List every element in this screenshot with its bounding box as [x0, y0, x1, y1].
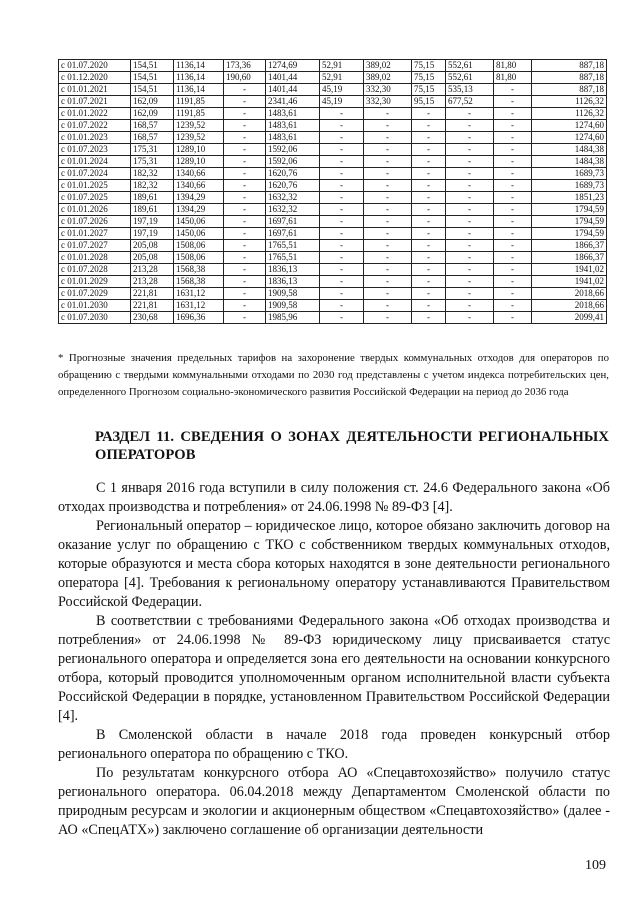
- value-cell: -: [364, 252, 412, 264]
- paragraph: В Смоленской области в начале 2018 года проведен конкурсный отбор регионального оператора по обращению с ТКО.: [58, 727, 610, 762]
- value-cell: -: [224, 96, 266, 108]
- value-cell: -: [320, 264, 364, 276]
- value-cell: -: [494, 132, 532, 144]
- value-cell: -: [494, 96, 532, 108]
- value-cell: -: [364, 132, 412, 144]
- section-heading: РАЗДЕЛ 11. СВЕДЕНИЯ О ЗОНАХ ДЕЯТЕЛЬНОСТИ РЕГИОНАЛЬНЫХ ОПЕРАТОРОВ: [95, 429, 609, 463]
- value-cell: -: [224, 252, 266, 264]
- value-cell: -: [494, 312, 532, 324]
- value-cell: -: [320, 108, 364, 120]
- date-cell: с 01.01.2025: [59, 180, 131, 192]
- table-row: [59, 120, 607, 132]
- value-cell: -: [320, 252, 364, 264]
- value-cell: 182,32: [131, 168, 174, 180]
- value-cell: -: [494, 120, 532, 132]
- value-cell: 75,15: [412, 60, 446, 72]
- date-cell: с 01.07.2022: [59, 120, 131, 132]
- value-cell: 45,19: [320, 84, 364, 96]
- value-cell: 1568,38: [174, 264, 224, 276]
- value-cell: 535,13: [446, 84, 494, 96]
- value-cell: -: [494, 300, 532, 312]
- date-cell: с 01.01.2022: [59, 108, 131, 120]
- value-cell: 1689,73: [532, 168, 607, 180]
- value-cell: 52,91: [320, 60, 364, 72]
- table-row: [59, 108, 607, 120]
- table-row: [59, 72, 607, 84]
- table-row: [59, 252, 607, 264]
- date-cell: с 01.07.2026: [59, 216, 131, 228]
- value-cell: -: [320, 168, 364, 180]
- value-cell: 1851,23: [532, 192, 607, 204]
- value-cell: -: [224, 288, 266, 300]
- paragraph: По результатам конкурсного отбора АО «Спецавтохозяйство» получило статус регионального оператора. 06.04.2018 между Департаментом Смоленской области по природным ресурсам и экологии и акционерным обществом «Спецавтохозяйство» (далее - АО «СпецАТХ») заключено соглашение об организации деятельности: [58, 765, 610, 838]
- value-cell: 1401,44: [266, 72, 320, 84]
- value-cell: -: [412, 276, 446, 288]
- table-row: [59, 168, 607, 180]
- value-cell: -: [446, 228, 494, 240]
- table-row: [59, 216, 607, 228]
- value-cell: -: [412, 300, 446, 312]
- value-cell: -: [364, 180, 412, 192]
- value-cell: 887,18: [532, 60, 607, 72]
- value-cell: -: [364, 156, 412, 168]
- value-cell: 168,57: [131, 120, 174, 132]
- value-cell: 162,09: [131, 96, 174, 108]
- value-cell: -: [412, 120, 446, 132]
- value-cell: 205,08: [131, 240, 174, 252]
- value-cell: 81,80: [494, 60, 532, 72]
- value-cell: -: [320, 120, 364, 132]
- value-cell: -: [364, 264, 412, 276]
- table-row: [59, 96, 607, 108]
- value-cell: 1941,02: [532, 264, 607, 276]
- value-cell: 1765,51: [266, 252, 320, 264]
- date-cell: с 01.07.2023: [59, 144, 131, 156]
- value-cell: -: [494, 192, 532, 204]
- date-cell: с 01.01.2024: [59, 156, 131, 168]
- value-cell: -: [412, 216, 446, 228]
- value-cell: 1794,59: [532, 204, 607, 216]
- value-cell: -: [446, 240, 494, 252]
- value-cell: 887,18: [532, 84, 607, 96]
- value-cell: 1836,13: [266, 264, 320, 276]
- value-cell: -: [494, 252, 532, 264]
- value-cell: 1289,10: [174, 144, 224, 156]
- table-row: [59, 288, 607, 300]
- value-cell: -: [224, 84, 266, 96]
- value-cell: -: [224, 312, 266, 324]
- value-cell: 1836,13: [266, 276, 320, 288]
- value-cell: -: [412, 312, 446, 324]
- value-cell: 154,51: [131, 60, 174, 72]
- value-cell: -: [320, 240, 364, 252]
- table-row: [59, 60, 607, 72]
- value-cell: -: [224, 276, 266, 288]
- value-cell: 1794,59: [532, 216, 607, 228]
- value-cell: 1483,61: [266, 132, 320, 144]
- value-cell: 1985,96: [266, 312, 320, 324]
- value-cell: 52,91: [320, 72, 364, 84]
- value-cell: -: [412, 252, 446, 264]
- value-cell: 1909,58: [266, 288, 320, 300]
- value-cell: 1866,37: [532, 240, 607, 252]
- value-cell: -: [320, 300, 364, 312]
- value-cell: -: [320, 192, 364, 204]
- value-cell: 552,61: [446, 60, 494, 72]
- value-cell: -: [320, 312, 364, 324]
- value-cell: -: [446, 108, 494, 120]
- value-cell: -: [446, 180, 494, 192]
- value-cell: 213,28: [131, 276, 174, 288]
- value-cell: -: [320, 216, 364, 228]
- value-cell: 1483,61: [266, 120, 320, 132]
- value-cell: -: [446, 264, 494, 276]
- value-cell: -: [412, 132, 446, 144]
- date-cell: с 01.01.2030: [59, 300, 131, 312]
- value-cell: -: [412, 108, 446, 120]
- value-cell: 1941,02: [532, 276, 607, 288]
- body-text: [58, 479, 610, 840]
- value-cell: 1450,06: [174, 228, 224, 240]
- value-cell: -: [412, 240, 446, 252]
- value-cell: 1394,29: [174, 204, 224, 216]
- value-cell: -: [446, 204, 494, 216]
- date-cell: с 01.01.2028: [59, 252, 131, 264]
- value-cell: -: [224, 156, 266, 168]
- value-cell: -: [320, 204, 364, 216]
- value-cell: -: [412, 156, 446, 168]
- value-cell: -: [224, 240, 266, 252]
- value-cell: 1631,12: [174, 300, 224, 312]
- value-cell: 1239,52: [174, 120, 224, 132]
- table-row: [59, 276, 607, 288]
- value-cell: -: [494, 288, 532, 300]
- value-cell: -: [364, 276, 412, 288]
- value-cell: 1620,76: [266, 180, 320, 192]
- value-cell: -: [446, 168, 494, 180]
- value-cell: -: [494, 216, 532, 228]
- date-cell: с 01.01.2021: [59, 84, 131, 96]
- date-cell: с 01.07.2030: [59, 312, 131, 324]
- value-cell: 75,15: [412, 72, 446, 84]
- value-cell: 1568,38: [174, 276, 224, 288]
- table-row: [59, 204, 607, 216]
- table-row: [59, 300, 607, 312]
- value-cell: 1765,51: [266, 240, 320, 252]
- value-cell: 1191,85: [174, 108, 224, 120]
- value-cell: -: [320, 156, 364, 168]
- value-cell: -: [412, 204, 446, 216]
- date-cell: с 01.07.2025: [59, 192, 131, 204]
- value-cell: 1289,10: [174, 156, 224, 168]
- value-cell: 1126,32: [532, 96, 607, 108]
- value-cell: -: [224, 108, 266, 120]
- value-cell: -: [320, 132, 364, 144]
- value-cell: 189,61: [131, 204, 174, 216]
- value-cell: -: [364, 168, 412, 180]
- value-cell: 1631,12: [174, 288, 224, 300]
- value-cell: -: [364, 216, 412, 228]
- value-cell: 1274,60: [532, 132, 607, 144]
- value-cell: 197,19: [131, 216, 174, 228]
- value-cell: -: [412, 144, 446, 156]
- value-cell: -: [224, 144, 266, 156]
- value-cell: 175,31: [131, 156, 174, 168]
- date-cell: с 01.07.2028: [59, 264, 131, 276]
- value-cell: 173,36: [224, 60, 266, 72]
- value-cell: -: [364, 288, 412, 300]
- value-cell: 1274,60: [532, 120, 607, 132]
- value-cell: -: [494, 240, 532, 252]
- paragraph: Региональный оператор – юридическое лицо, которое обязано заключить договор на оказание услуг по обращению с ТКО с собственником твердых коммунальных отходов, которые образуются и места сбора которых находятся в зоне деятельности регионального оператора [4]. Требования к региональному оператору устанавливаются Правительством Российской Федерации.: [58, 518, 610, 610]
- date-cell: с 01.07.2020: [59, 60, 131, 72]
- value-cell: -: [224, 168, 266, 180]
- value-cell: -: [224, 180, 266, 192]
- date-cell: с 01.01.2023: [59, 132, 131, 144]
- value-cell: 1689,73: [532, 180, 607, 192]
- table-row: [59, 132, 607, 144]
- value-cell: 1866,37: [532, 252, 607, 264]
- value-cell: 1136,14: [174, 84, 224, 96]
- paragraph: В соответствии с требованиями Федерального закона «Об отходах производства и потребления» от 24.06.1998 № 89-ФЗ юридическому лицу присваивается статус регионального оператора и определяется зона его деятельности на основании конкурсного отбора, который проводится уполномоченным органом исполнительной власти субъекта Российской Федерации в порядке, установленном Правительством Российской Федерации [4].: [58, 613, 610, 724]
- value-cell: 1136,14: [174, 72, 224, 84]
- value-cell: 1508,06: [174, 240, 224, 252]
- value-cell: 2341,46: [266, 96, 320, 108]
- value-cell: 1484,38: [532, 156, 607, 168]
- value-cell: -: [364, 300, 412, 312]
- value-cell: -: [320, 288, 364, 300]
- value-cell: -: [364, 120, 412, 132]
- value-cell: -: [224, 216, 266, 228]
- value-cell: -: [364, 312, 412, 324]
- value-cell: 1484,38: [532, 144, 607, 156]
- value-cell: -: [412, 288, 446, 300]
- value-cell: -: [446, 288, 494, 300]
- date-cell: с 01.07.2029: [59, 288, 131, 300]
- paragraph: С 1 января 2016 года вступили в силу положения ст. 24.6 Федерального закона «Об отходах производства и потребления» от 24.06.1998 № 89-ФЗ [4].: [58, 480, 610, 515]
- value-cell: 332,30: [364, 84, 412, 96]
- value-cell: -: [412, 180, 446, 192]
- value-cell: 75,15: [412, 84, 446, 96]
- value-cell: -: [320, 276, 364, 288]
- value-cell: 1394,29: [174, 192, 224, 204]
- value-cell: -: [364, 144, 412, 156]
- value-cell: 1909,58: [266, 300, 320, 312]
- value-cell: -: [364, 204, 412, 216]
- value-cell: 1794,59: [532, 228, 607, 240]
- value-cell: -: [446, 300, 494, 312]
- value-cell: -: [494, 168, 532, 180]
- tariff-table-body: [59, 60, 607, 324]
- value-cell: -: [446, 132, 494, 144]
- value-cell: -: [446, 156, 494, 168]
- value-cell: 2018,66: [532, 288, 607, 300]
- table-row: [59, 228, 607, 240]
- value-cell: 168,57: [131, 132, 174, 144]
- value-cell: 1592,06: [266, 144, 320, 156]
- value-cell: 2018,66: [532, 300, 607, 312]
- value-cell: 190,60: [224, 72, 266, 84]
- value-cell: -: [364, 108, 412, 120]
- value-cell: -: [494, 276, 532, 288]
- table-row: [59, 240, 607, 252]
- value-cell: -: [446, 120, 494, 132]
- value-cell: -: [446, 312, 494, 324]
- value-cell: 1632,32: [266, 204, 320, 216]
- table-row: [59, 192, 607, 204]
- value-cell: 162,09: [131, 108, 174, 120]
- table-row: [59, 312, 607, 324]
- page-number: 109: [585, 858, 606, 873]
- value-cell: -: [494, 144, 532, 156]
- value-cell: 1632,32: [266, 192, 320, 204]
- value-cell: -: [224, 204, 266, 216]
- value-cell: -: [364, 228, 412, 240]
- value-cell: 887,18: [532, 72, 607, 84]
- value-cell: -: [320, 144, 364, 156]
- value-cell: 45,19: [320, 96, 364, 108]
- value-cell: -: [224, 264, 266, 276]
- value-cell: 1697,61: [266, 216, 320, 228]
- value-cell: -: [494, 156, 532, 168]
- value-cell: 1483,61: [266, 108, 320, 120]
- value-cell: -: [446, 144, 494, 156]
- value-cell: -: [320, 228, 364, 240]
- date-cell: с 01.07.2027: [59, 240, 131, 252]
- value-cell: -: [224, 300, 266, 312]
- value-cell: 1126,32: [532, 108, 607, 120]
- value-cell: -: [494, 108, 532, 120]
- value-cell: 175,31: [131, 144, 174, 156]
- value-cell: -: [224, 228, 266, 240]
- value-cell: 205,08: [131, 252, 174, 264]
- value-cell: 677,52: [446, 96, 494, 108]
- table-row: [59, 144, 607, 156]
- value-cell: -: [494, 204, 532, 216]
- value-cell: -: [224, 120, 266, 132]
- value-cell: 1508,06: [174, 252, 224, 264]
- value-cell: -: [494, 264, 532, 276]
- value-cell: 332,30: [364, 96, 412, 108]
- value-cell: 389,02: [364, 60, 412, 72]
- value-cell: -: [494, 180, 532, 192]
- value-cell: -: [412, 192, 446, 204]
- value-cell: 154,51: [131, 72, 174, 84]
- value-cell: 221,81: [131, 300, 174, 312]
- value-cell: 389,02: [364, 72, 412, 84]
- value-cell: 1274,69: [266, 60, 320, 72]
- table-row: [59, 156, 607, 168]
- table-row: [59, 84, 607, 96]
- value-cell: 221,81: [131, 288, 174, 300]
- value-cell: -: [446, 276, 494, 288]
- date-cell: с 01.12.2020: [59, 72, 131, 84]
- value-cell: 1239,52: [174, 132, 224, 144]
- tariff-table: [58, 59, 607, 324]
- table-row: [59, 180, 607, 192]
- value-cell: -: [364, 192, 412, 204]
- date-cell: с 01.01.2027: [59, 228, 131, 240]
- value-cell: 213,28: [131, 264, 174, 276]
- value-cell: 1191,85: [174, 96, 224, 108]
- value-cell: 552,61: [446, 72, 494, 84]
- value-cell: 1340,66: [174, 168, 224, 180]
- value-cell: -: [494, 228, 532, 240]
- value-cell: 1620,76: [266, 168, 320, 180]
- value-cell: 1696,36: [174, 312, 224, 324]
- value-cell: 1136,14: [174, 60, 224, 72]
- value-cell: -: [224, 192, 266, 204]
- value-cell: -: [320, 180, 364, 192]
- value-cell: -: [364, 240, 412, 252]
- value-cell: 197,19: [131, 228, 174, 240]
- date-cell: с 01.01.2026: [59, 204, 131, 216]
- value-cell: 1592,06: [266, 156, 320, 168]
- value-cell: 1697,61: [266, 228, 320, 240]
- table-row: [59, 264, 607, 276]
- value-cell: -: [446, 192, 494, 204]
- value-cell: 1450,06: [174, 216, 224, 228]
- date-cell: с 01.07.2021: [59, 96, 131, 108]
- value-cell: -: [412, 168, 446, 180]
- value-cell: 95,15: [412, 96, 446, 108]
- value-cell: -: [412, 228, 446, 240]
- value-cell: 1340,66: [174, 180, 224, 192]
- value-cell: 2099,41: [532, 312, 607, 324]
- date-cell: с 01.01.2029: [59, 276, 131, 288]
- value-cell: 230,68: [131, 312, 174, 324]
- value-cell: 1401,44: [266, 84, 320, 96]
- value-cell: -: [446, 252, 494, 264]
- value-cell: -: [494, 84, 532, 96]
- value-cell: -: [224, 132, 266, 144]
- date-cell: с 01.07.2024: [59, 168, 131, 180]
- value-cell: -: [412, 264, 446, 276]
- table-footnote: * Прогнозные значения предельных тарифов на захоронение твердых коммунальных отходов для операторов по обращению с твердыми коммунальными отходами по 2030 год представлены с учетом индекса потребительских цен, определенного Прогнозом социально-экономического развития Российской Федерации на период до 2036 года: [58, 352, 609, 398]
- value-cell: 182,32: [131, 180, 174, 192]
- value-cell: -: [446, 216, 494, 228]
- value-cell: 154,51: [131, 84, 174, 96]
- value-cell: 81,80: [494, 72, 532, 84]
- value-cell: 189,61: [131, 192, 174, 204]
